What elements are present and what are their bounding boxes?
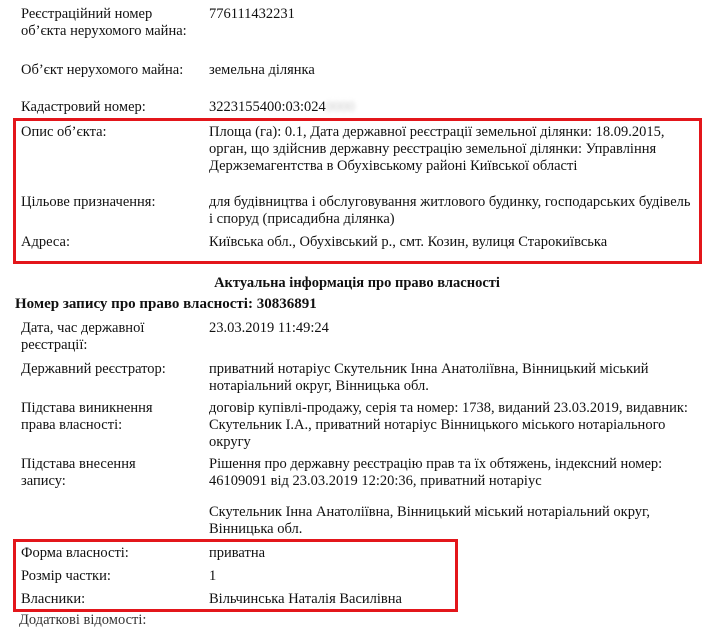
ownership-section-title: Актуальна інформація про право власності (214, 275, 500, 291)
share-label: Розмір частки: (21, 568, 111, 584)
entry-basis-label: Підстава внесення запису: (21, 456, 136, 489)
reg-number-label: Реєстраційний номер об’єкта нерухомого майна: (21, 6, 187, 39)
description-value: Площа (га): 0.1, Дата державної реєстрації земельної ділянки: 18.09.2015, орган, що здійснив державну реєстрацію земельної ділянки: Управління Держземагентства в Обухівському районі Київської області (209, 124, 665, 174)
date-value: 23.03.2019 11:49:24 (209, 320, 329, 336)
purpose-value: для будівництва і обслуговування житлового будинку, господарських будівель і споруд (присадибна ділянка) (209, 194, 691, 227)
entry-basis-value: Рішення про державну реєстрацію прав та їх обтяжень, індексний номер: 46109091 від 23.03.2019 12:20:36, приватний нотаріус (209, 456, 663, 489)
form-label: Форма власності: (21, 545, 129, 561)
object-label: Об’єкт нерухомого майна: (21, 62, 184, 78)
registrar-value: приватний нотаріус Скутельник Інна Анатоліївна, Вінницький міський нотаріальний округ, Вінницька обл. (209, 361, 649, 394)
cut-off-label: Додаткові відомості: (19, 612, 147, 628)
purpose-label: Цільове призначення: (21, 194, 156, 210)
entry-basis-value-2: Скутельник Інна Анатоліївна, Вінницький міський нотаріальний округ, Вінницька обл. (209, 504, 650, 537)
cadastral-number: 3223155400:03:024 (209, 99, 326, 115)
address-value: Київська обл., Обухівський р., смт. Козин, вулиця Старокиївська (209, 234, 608, 250)
cadastral-label: Кадастровий номер: (21, 99, 146, 115)
basis-label: Підстава виникнення права власності: (21, 400, 153, 433)
reg-number-value: 776111432231 (209, 6, 295, 22)
registrar-label: Державний реєстратор: (21, 361, 166, 377)
record-number-heading: Номер запису про право власності: 30836891 (15, 296, 317, 312)
object-value: земельна ділянка (209, 62, 315, 78)
cadastral-value (209, 99, 699, 116)
owners-label: Власники: (21, 591, 86, 607)
share-value: 1 (209, 568, 217, 584)
address-label: Адреса: (21, 234, 70, 250)
form-value: приватна (209, 545, 266, 561)
basis-value: договір купівлі-продажу, серія та номер: 1738, виданий 23.03.2019, видавник: Скутельник І.А., приватний нотаріус Вінницького міського нотаріального округу (209, 400, 688, 450)
date-label: Дата, час державної реєстрації: (21, 320, 145, 353)
cadastral-redacted: 0000 (325, 99, 355, 115)
description-label: Опис об’єкта: (21, 124, 107, 140)
owners-value: Вільчинська Наталія Василівна (209, 591, 402, 607)
